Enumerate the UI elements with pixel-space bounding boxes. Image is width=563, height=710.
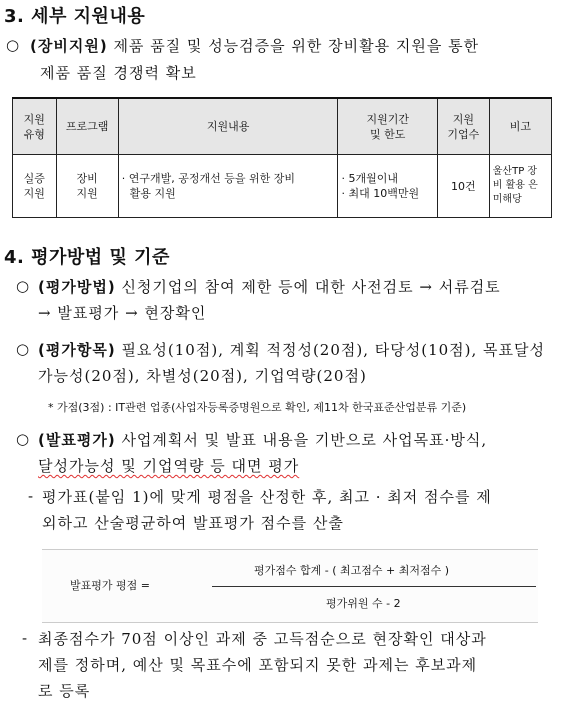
header-type: 지원 유형 [13,98,57,155]
support-table [12,97,552,218]
cell-note: 울산TP 장 비 활용 은 미해당 [489,155,551,218]
dash-marker: - [22,629,28,647]
formula-numerator: 평가점수 합계 - ( 최고점수 + 최저점수 ) [254,564,450,577]
method-paragraph [38,274,501,301]
score-line2: 외하고 산술평균하여 발표평가 점수를 산출 [42,514,344,532]
cell-program: 장비 지원 [56,155,118,218]
section-3-title: 3. 세부 지원내용 [4,6,146,27]
final-line2: 제를 정하며, 예산 및 목표수에 포함되지 못한 과제는 후보과제 [38,656,478,674]
intro-line1: 제품 품질 및 성능검증을 위한 장비활용 지원을 통한 [107,37,480,55]
fraction-bar [212,586,536,587]
cell-period: · 5개월이내 · 최대 10백만원 [338,155,438,218]
bullet-icon: ○ [6,36,20,54]
items-line1: 필요성(10점), 계획 적정성(20점), 타당성(10점), 목표달성 [115,341,546,359]
dash-marker: - [28,487,34,505]
bullet-icon: ○ [16,340,30,358]
presentation-line1: 사업계획서 및 발표 내용을 기반으로 사업목표·방식, [115,431,488,449]
method-label: (평가방법) [38,278,116,296]
table-header-row [13,98,552,155]
score-line1: 평가표(붙임 1)에 맞게 평점을 산정한 후, 최고 · 최저 점수를 제 [42,488,492,506]
header-period: 지원기간 및 한도 [338,98,438,155]
table-row [13,155,552,218]
bonus-note: * 가점(3점) : IT관련 업종(사업자등록증명원으로 확인, 제11차 한국표준산업분류 기준) [48,401,467,414]
formula-denominator: 평가위원 수 - 2 [326,597,401,610]
header-program: 프로그램 [56,98,118,155]
presentation-line2: 달성가능성 및 기업역량 등 대면 평가 [38,457,300,475]
section-4-title: 4. 평가방법 및 기준 [4,247,170,268]
final-line3: 로 등록 [38,682,91,700]
score-formula [42,549,538,623]
header-count: 지원 기업수 [437,98,489,155]
method-line1: 신청기업의 참여 제한 등에 대한 사전검토 → 서류검토 [115,278,501,296]
cell-content: · 연구개발, 공정개선 등을 위한 장비 활용 지원 [118,155,338,218]
header-content: 지원내용 [118,98,338,155]
items-label: (평가항목) [38,341,116,359]
bullet-icon: ○ [16,277,30,295]
formula-lhs: 발표평가 평점 = [70,579,150,592]
bullet-icon: ○ [16,430,30,448]
presentation-label: (발표평가) [38,431,116,449]
presentation-paragraph [38,427,487,454]
items-paragraph [38,337,545,364]
cell-type: 실증 지원 [13,155,57,218]
cell-count: 10건 [437,155,489,218]
section-3-intro [30,33,479,60]
header-note: 비고 [489,98,551,155]
final-line1: 최종점수가 70점 이상인 과제 중 고득점순으로 현장확인 대상과 [38,630,487,648]
intro-line2: 제품 품질 경쟁력 확보 [40,64,197,82]
intro-label: (장비지원) [30,37,108,55]
method-line2: → 발표평가 → 현장확인 [38,304,207,322]
items-line2: 가능성(20점), 차별성(20점), 기업역량(20점) [38,367,367,385]
